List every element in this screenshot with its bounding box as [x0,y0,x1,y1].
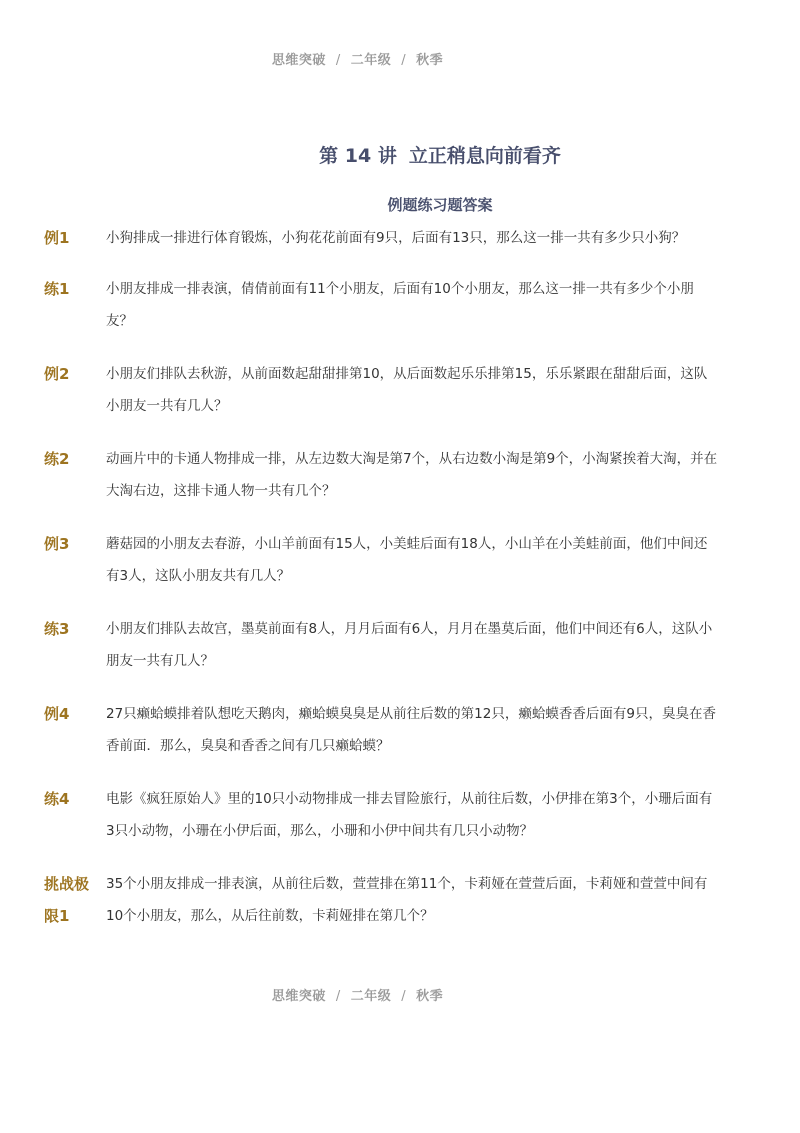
header-separator: / [401,53,407,68]
problem-text: 小朋友们排队去秋游，从前面数起甜甜排第10，从后面数起乐乐排第15，乐乐紧跟在甜甜后面，这队小朋友一共有几人？ [106,366,708,414]
lecture-number: 第 14 讲 [319,145,397,167]
footer-series: 思维突破 [271,989,326,1004]
problem-text: 电影《疯狂原始人》里的10只小动物排成一排去冒险旅行，从前往后数，小伊排在第3个，小珊后面有3只小动物，小珊在小伊后面，那么，小珊和小伊中间共有几只小动物？ [106,791,713,839]
problem-label: 练3 [44,620,70,638]
problem-label: 练2 [44,450,70,468]
problem-text: 小朋友们排队去故宫，墨莫前面有8人，月月后面有6人，月月在墨莫后面，他们中间还有6人，这队小朋友一共有几人？ [106,621,713,669]
footer-separator: / [335,989,341,1004]
header-series: 思维突破 [271,53,326,68]
running-footer [0,985,715,1004]
problem-text: 27只癞蛤蟆排着队想吃天鹅肉，癞蛤蟆臭臭是从前往后数的第12只，癞蛤蟆香香后面有9只，臭臭在香香前面．那么，臭臭和香香之间有几只癞蛤蟆？ [106,706,716,754]
problem-label: 练4 [44,790,70,808]
section-title: 例题练习题答案 [387,196,493,214]
problem-text: 35个小朋友排成一排表演，从前往后数，萱萱排在第11个，卡莉娅在萱萱后面，卡莉娅和萱萱中间有10个小朋友，那么，从后往前数，卡莉娅排在第几个？ [106,876,708,924]
problem-text: 蘑菇园的小朋友去春游，小山羊前面有15人，小美蛙后面有18人，小山羊在小美蛙前面，他们中间还有3人，这队小朋友共有几人？ [106,536,708,584]
footer-grade: 二年级 [350,989,392,1004]
header-term: 秋季 [416,53,444,68]
problem-text: 小朋友排成一排表演，倩倩前面有11个小朋友，后面有10个小朋友，那么这一排一共有多少个小朋友？ [106,281,694,329]
problem-label: 例4 [44,705,70,723]
footer-separator: / [401,989,407,1004]
lecture-name: 立正稍息向前看齐 [408,145,561,167]
problem-label: 挑战极限1 [44,875,90,925]
lecture-title [0,141,800,168]
header-separator: / [335,53,341,68]
problem-label: 例3 [44,535,70,553]
running-header [0,49,715,68]
problem-text: 小狗排成一排进行体育锻炼，小狗花花前面有9只，后面有13只，那么这一排一共有多少只小狗？ [106,230,686,246]
problem-text: 动画片中的卡通人物排成一排，从左边数大淘是第7个，从右边数小淘是第9个，小淘紧挨着大淘，并在大淘右边，这排卡通人物一共有几个？ [106,451,718,499]
problem-label: 例2 [44,365,70,383]
problem-label: 练1 [44,280,70,298]
footer-term: 秋季 [416,989,444,1004]
header-grade: 二年级 [350,53,392,68]
problem-label: 例1 [44,229,70,247]
